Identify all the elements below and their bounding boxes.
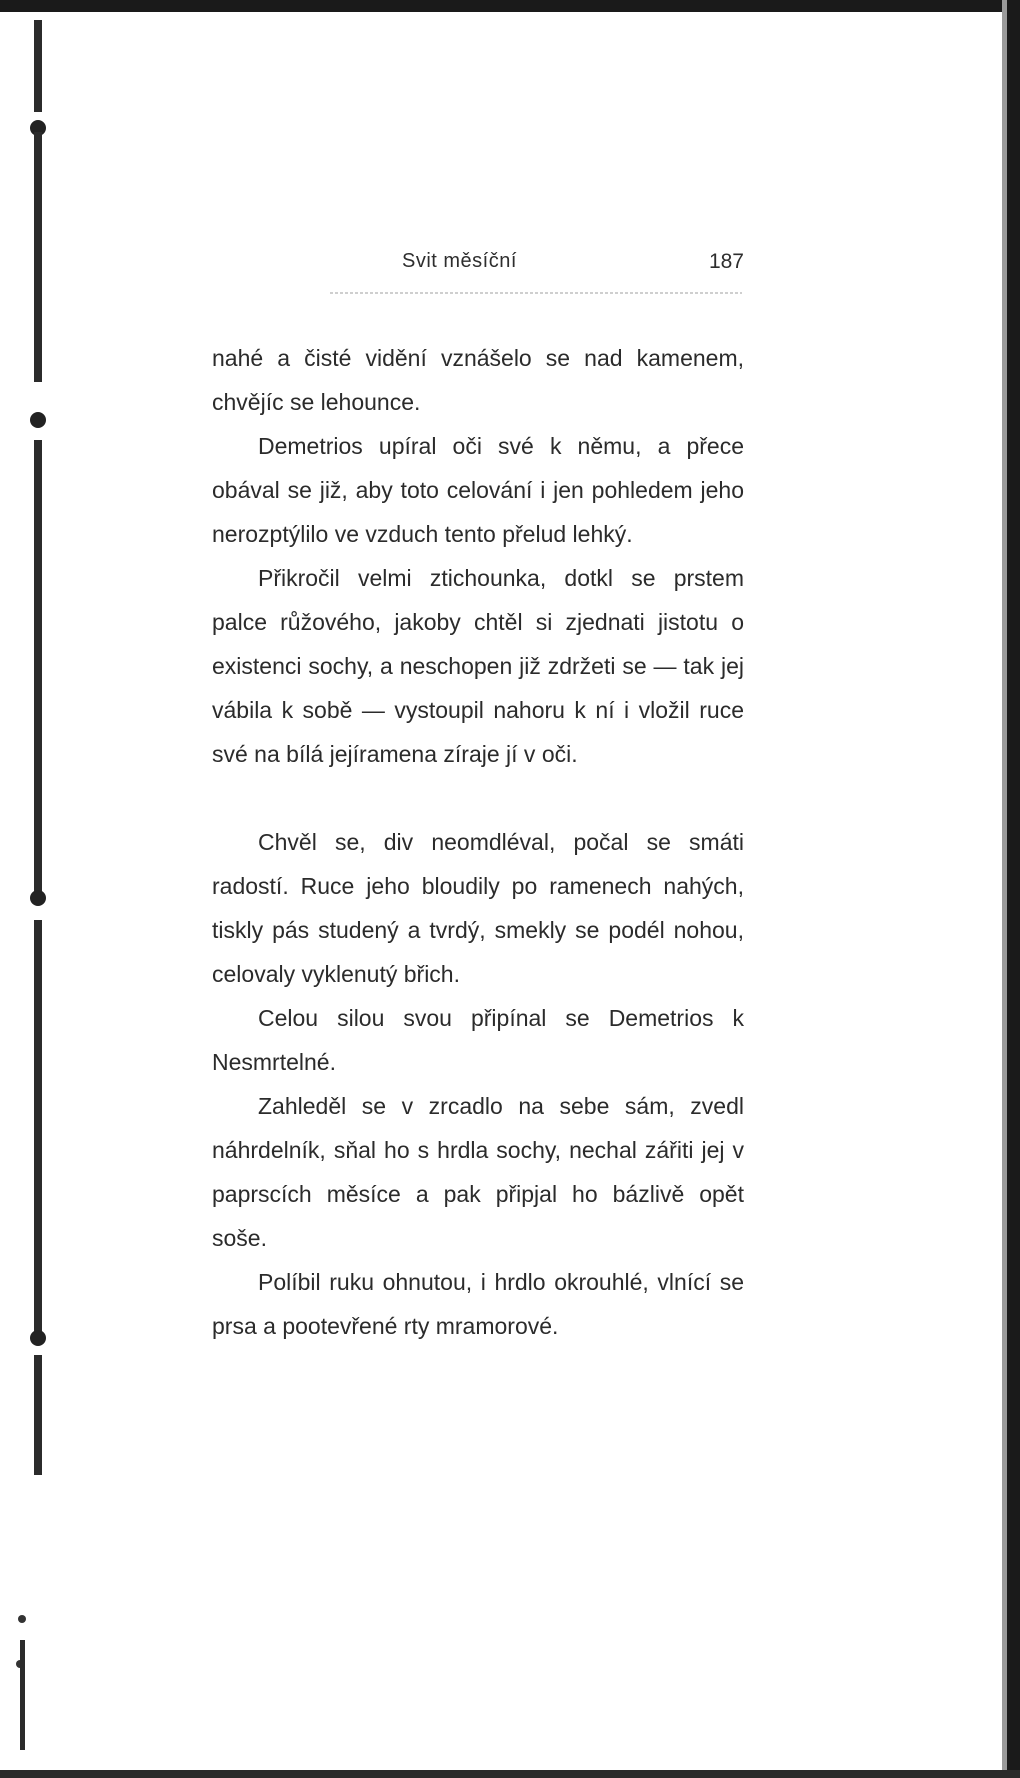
scan-edge-bottom: [0, 1770, 1020, 1778]
spine-segment: [34, 1355, 42, 1475]
binding-spine: [30, 20, 46, 1760]
spine-mark: [30, 1330, 46, 1346]
paragraph: Políbil ruku ohnutou, i hrdlo okrouhlé, vlnící se prsa a pootevřené rty mramorové.: [212, 1269, 744, 1339]
page-number: 187: [708, 250, 744, 273]
paragraph: Přikročil velmi ztichounka, dotkl se prstem palce růžového, jakoby chtěl si zjednati jistotu o existenci sochy, a neschopen již zdržeti se — tak jej vábila k sobě — vystoupil nahoru k ní i vložil ruce své na bílá jejíramena zíraje jí v oči.: [212, 565, 744, 767]
paragraph: nahé a čisté vidění vznášelo se nad kamenem, chvějíc se lehounce.: [212, 345, 744, 415]
scan-edge-top: [0, 0, 1020, 12]
spine-mark: [30, 890, 46, 906]
header-rule: [330, 292, 742, 294]
spine-segment: [34, 920, 42, 1340]
chapter-title: Svit měsíční: [402, 250, 517, 272]
paragraph: Zahleděl se v zrcadlo na sebe sám, zvedl náhrdelník, sňal ho s hrdla sochy, nechal zářiti jej v paprscích měsíce a pak připjal ho bázlivě opět soše.: [212, 1093, 744, 1251]
paragraph: Chvěl se, div neomdléval, počal se smáti radostí. Ruce jeho bloudily po ramenech nahých, tiskly pás studený a tvrdý, smekly se podél nohou, celovaly vyklenutý břich.: [212, 829, 744, 987]
spine-segment: [34, 20, 42, 112]
running-head: [212, 250, 744, 280]
spine-segment: [20, 1640, 25, 1750]
scan-edge-right: [1007, 0, 1020, 1778]
spine-segment: [34, 132, 42, 382]
paragraph: Demetrios upíral oči své k němu, a přece obával se již, aby toto celování i jen pohledem jeho nerozptýlilo ve vzduch tento přelud lehký.: [212, 433, 744, 547]
spine-mark: [30, 412, 46, 428]
spine-dot: [18, 1615, 26, 1623]
body-text: [212, 336, 744, 1348]
spine-segment: [34, 440, 42, 900]
paragraph: Celou silou svou připínal se Demetrios k Nesmrtelné.: [212, 1005, 744, 1075]
